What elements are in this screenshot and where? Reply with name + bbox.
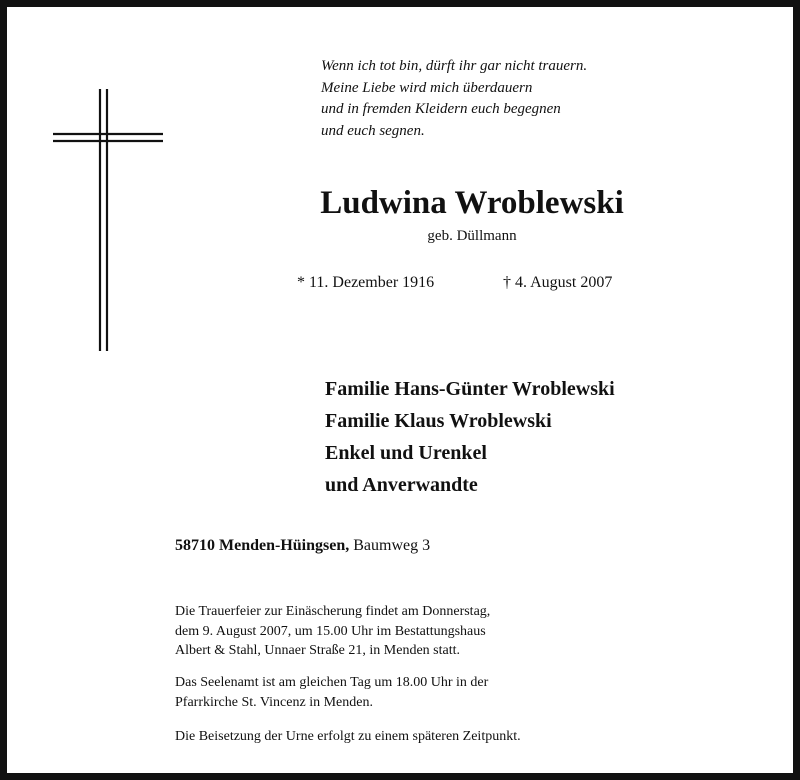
mourner-entry: Familie Klaus Wroblewski [325, 410, 552, 432]
info-line: Albert & Stahl, Unnaer Straße 21, in Menden statt. [175, 643, 460, 658]
poem-line: Wenn ich tot bin, dürft ihr gar nicht trauern. [321, 58, 588, 74]
deceased-name: Ludwina Wroblewski [320, 185, 624, 221]
info-line: Die Beisetzung der Urne erfolgt zu einem späteren Zeitpunkt. [175, 729, 521, 744]
death-date: † 4. August 2007 [503, 274, 613, 291]
mourner-entry: Enkel und Urenkel [325, 442, 487, 464]
mourner-entry: und Anverwandte [325, 474, 478, 496]
cross-icon [51, 87, 165, 353]
info-line: Die Trauerfeier zur Einäscherung findet am Donnerstag, [175, 604, 491, 619]
poem-line: und euch segnen. [321, 122, 425, 139]
funeral-service-info [175, 602, 490, 661]
maiden-name: geb. Düllmann [427, 228, 517, 244]
info-line: Das Seelenamt ist am gleichen Tag um 18.00 Uhr in der [175, 675, 489, 690]
info-line: dem 9. August 2007, um 15.00 Uhr im Bestattungshaus [175, 623, 486, 639]
poem-line: und in fremden Kleidern euch begegnen [321, 101, 561, 117]
address-city: 58710 Menden-Hüingsen, [175, 537, 350, 554]
mourner-entry: Familie Hans-Günter Wroblewski [325, 378, 615, 400]
memorial-poem [321, 56, 587, 142]
poem-line: Meine Liebe wird mich überdauern [321, 79, 533, 96]
birth-date: * 11. Dezember 1916 [297, 274, 435, 291]
info-line: Pfarrkirche St. Vincenz in Menden. [175, 694, 373, 710]
requiem-mass-info [175, 673, 488, 712]
mourners-list [325, 373, 615, 501]
burial-info [175, 727, 521, 747]
address-street: Baumweg 3 [353, 537, 431, 554]
family-address [175, 536, 430, 556]
